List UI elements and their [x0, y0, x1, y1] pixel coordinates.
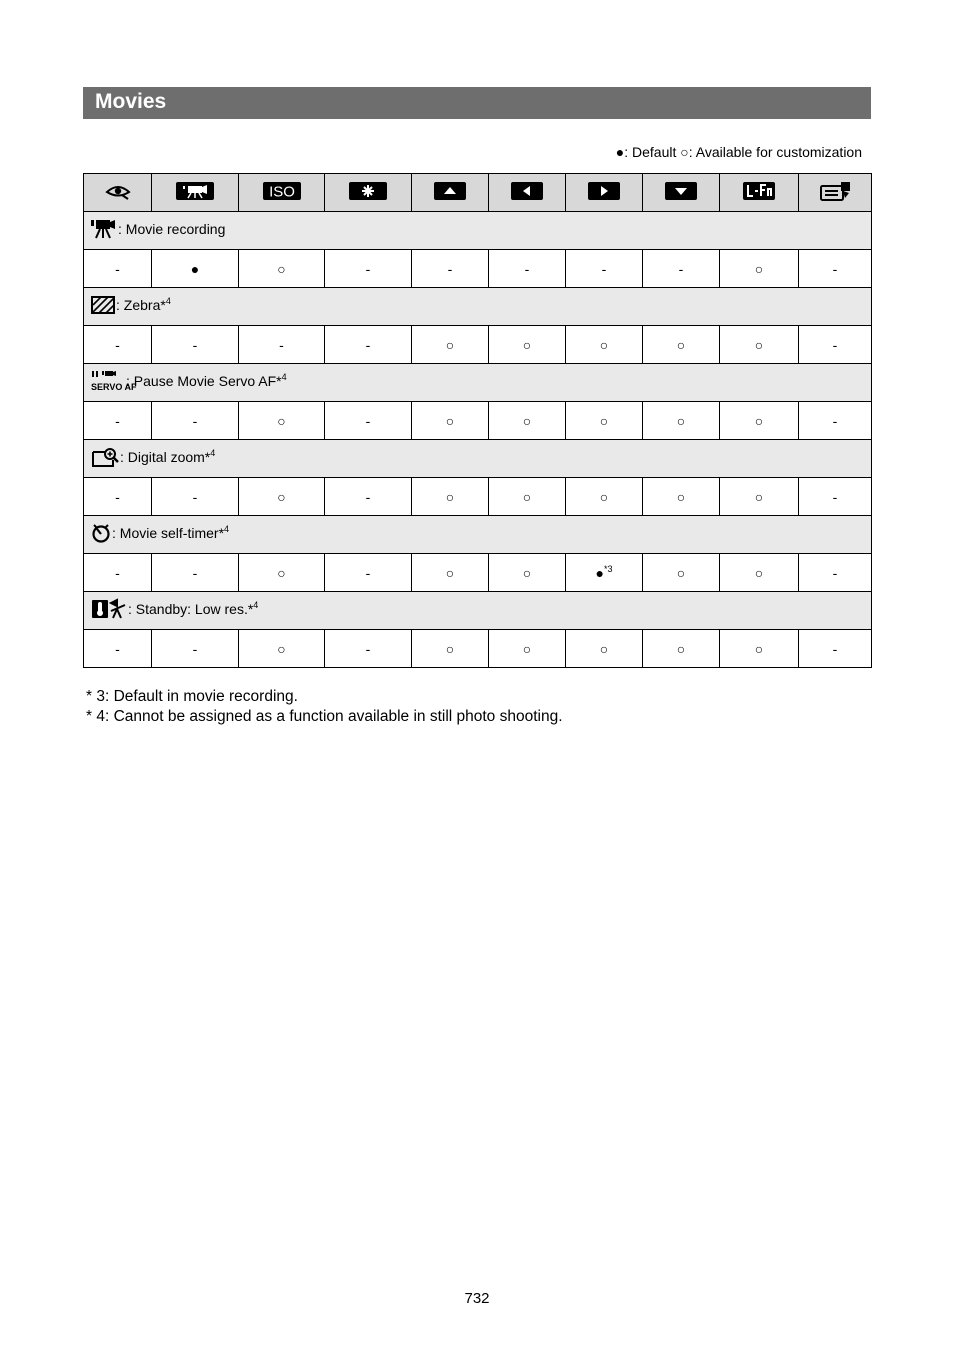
value-cell: [489, 554, 566, 592]
value-symbol: -: [365, 336, 371, 353]
value-symbol: ○: [676, 336, 686, 353]
eye-af-icon: [104, 182, 132, 203]
value-cell: [152, 402, 239, 440]
value-row: [84, 478, 872, 516]
value-symbol: -: [115, 336, 120, 353]
value-symbol: ○: [599, 488, 609, 505]
value-symbol: -: [115, 488, 120, 505]
header-cell: [720, 174, 799, 212]
header-cell: [239, 174, 325, 212]
up-arrow-icon: [434, 182, 466, 203]
section-row: [84, 364, 872, 402]
value-cell: [799, 250, 872, 288]
value-cell: [84, 326, 152, 364]
value-symbol: -: [678, 260, 684, 277]
section-label-cell: [84, 364, 872, 402]
legend: ●: Default ○: Available for customization: [615, 144, 862, 160]
value-cell: [325, 478, 412, 516]
section-label: : Movie recording: [118, 221, 226, 238]
digital-zoom-icon: [91, 447, 119, 470]
value-cell: [412, 250, 489, 288]
value-cell: [799, 478, 872, 516]
value-symbol: -: [365, 412, 371, 429]
down-arrow-icon: [665, 182, 697, 203]
value-symbol: ○: [445, 336, 455, 353]
value-symbol: -: [115, 640, 120, 657]
value-cell: [239, 326, 325, 364]
value-cell: [84, 402, 152, 440]
value-symbol: -: [524, 260, 530, 277]
value-cell: [412, 554, 489, 592]
pause-servo-af-icon: [91, 371, 137, 394]
value-cell: [325, 250, 412, 288]
header-cell: [84, 174, 152, 212]
value-cell: [325, 630, 412, 668]
value-symbol: ○: [277, 260, 286, 277]
value-cell: [489, 402, 566, 440]
value-cell: [720, 402, 799, 440]
value-symbol: ○: [522, 564, 532, 581]
value-cell: [412, 630, 489, 668]
value-cell: [239, 554, 325, 592]
value-symbol: ○: [676, 488, 686, 505]
header-cell: [152, 174, 239, 212]
value-symbol: ○: [277, 488, 286, 505]
header-cell: [325, 174, 412, 212]
value-row: [84, 250, 872, 288]
section-title: Movies: [83, 87, 871, 119]
value-symbol: -: [115, 412, 120, 429]
value-cell: [152, 630, 239, 668]
value-symbol: -: [832, 412, 838, 429]
value-symbol: -: [365, 564, 371, 581]
value-cell: [152, 326, 239, 364]
value-symbol: ○: [676, 564, 686, 581]
value-cell: [239, 630, 325, 668]
section-label: : Zebra*: [116, 297, 166, 314]
value-symbol: -: [115, 260, 120, 277]
value-cell: [566, 630, 643, 668]
section-row: [84, 212, 872, 250]
value-cell: [566, 250, 643, 288]
value-symbol: ●: [190, 260, 200, 277]
section-label-cell: [84, 592, 872, 630]
value-symbol: -: [365, 640, 371, 657]
section-row: [84, 288, 872, 326]
value-cell: [152, 250, 239, 288]
footnote-ref: 4: [253, 600, 259, 611]
value-symbol: ○: [599, 412, 609, 429]
value-symbol: ○: [522, 640, 532, 657]
value-cell: [643, 250, 720, 288]
lens-function-icon: [743, 182, 775, 203]
value-cell: [643, 326, 720, 364]
value-cell: [84, 250, 152, 288]
value-symbol: -: [365, 260, 371, 277]
header-row: [84, 174, 872, 212]
header-cell: [489, 174, 566, 212]
value-symbol: ○: [754, 640, 764, 657]
movie-record-icon: [91, 219, 117, 242]
value-cell: [643, 554, 720, 592]
footnote-3: * 3: Default in movie recording.: [86, 688, 298, 705]
section-label-cell: [84, 440, 872, 478]
value-symbol: ○: [445, 488, 455, 505]
left-arrow-icon: [511, 182, 543, 203]
value-cell: [239, 402, 325, 440]
header-cell: [643, 174, 720, 212]
value-cell: [720, 630, 799, 668]
value-cell: [412, 326, 489, 364]
value-symbol: ○: [522, 488, 532, 505]
header-cell: [799, 174, 872, 212]
value-symbol: -: [192, 336, 198, 353]
value-symbol: ○: [676, 640, 686, 657]
value-cell: [566, 554, 643, 592]
value-cell: [720, 250, 799, 288]
footnotes: [86, 687, 563, 727]
section-label: : Pause Movie Servo AF*: [126, 373, 282, 390]
section-label: : Standby: Low res.*: [128, 601, 254, 618]
footnote-ref: 4: [210, 448, 216, 459]
value-cell: [720, 554, 799, 592]
value-row: [84, 402, 872, 440]
standby-low-res-icon: [91, 599, 127, 622]
value-symbol: ○: [445, 412, 455, 429]
iso-icon: [263, 182, 301, 203]
section-label: : Digital zoom*: [120, 449, 211, 466]
value-symbol: ○: [599, 640, 609, 657]
value-cell: [325, 554, 412, 592]
value-row: [84, 326, 872, 364]
value-cell: [325, 326, 412, 364]
value-cell: [799, 554, 872, 592]
section-label: : Movie self-timer*: [112, 525, 225, 542]
footnote-ref: 4: [165, 296, 171, 307]
zebra-icon: [91, 296, 115, 317]
section-row: [84, 440, 872, 478]
page-number: 732: [464, 1290, 490, 1307]
footnote-ref: 4: [281, 372, 287, 383]
value-cell: [720, 478, 799, 516]
section-label-cell: [84, 516, 872, 554]
value-cell: [720, 326, 799, 364]
section-label-cell: [84, 288, 872, 326]
value-symbol: ○: [277, 412, 286, 429]
value-symbol: -: [192, 488, 198, 505]
value-symbol: -: [192, 564, 198, 581]
value-symbol: -: [832, 488, 838, 505]
value-cell: [152, 478, 239, 516]
section-label-cell: [84, 212, 872, 250]
value-row: [84, 554, 872, 592]
header-cell: [412, 174, 489, 212]
value-symbol: -: [115, 564, 120, 581]
value-cell: [799, 402, 872, 440]
value-cell: [84, 554, 152, 592]
value-symbol: ○: [676, 412, 686, 429]
value-cell: [412, 478, 489, 516]
customization-table: [83, 173, 872, 668]
movie-camera-icon: [176, 182, 214, 203]
value-symbol: ○: [445, 640, 455, 657]
svg-text:ISO: ISO: [268, 183, 295, 201]
right-arrow-icon: [588, 182, 620, 203]
value-symbol: ○: [754, 488, 764, 505]
svg-text:SERVO AF: SERVO AF: [91, 382, 137, 392]
footnote-4: * 4: Cannot be assigned as a function available in still photo shooting.: [86, 708, 563, 725]
value-row: [84, 630, 872, 668]
value-cell: [84, 478, 152, 516]
value-cell: [566, 326, 643, 364]
value-symbol: ●: [595, 565, 604, 581]
value-symbol: -: [447, 260, 453, 277]
settings-camera-icon: [819, 181, 851, 204]
value-cell: [489, 250, 566, 288]
value-cell: [239, 250, 325, 288]
value-cell: [489, 478, 566, 516]
value-symbol: -: [832, 260, 838, 277]
footnote-ref: *3: [603, 564, 613, 574]
value-symbol: ○: [599, 336, 609, 353]
value-symbol: -: [365, 488, 371, 505]
section-row: [84, 516, 872, 554]
value-cell: [643, 402, 720, 440]
value-symbol: ○: [754, 336, 764, 353]
value-cell: [152, 554, 239, 592]
value-cell: [325, 402, 412, 440]
value-cell: [566, 478, 643, 516]
value-cell: [799, 630, 872, 668]
value-cell: [799, 326, 872, 364]
value-symbol: ○: [754, 260, 764, 277]
value-symbol: -: [832, 640, 838, 657]
value-symbol: -: [832, 564, 838, 581]
value-cell: [489, 630, 566, 668]
value-symbol: ○: [754, 412, 764, 429]
value-symbol: -: [192, 640, 198, 657]
value-cell: [412, 402, 489, 440]
value-symbol: ○: [522, 336, 532, 353]
value-symbol: ○: [754, 564, 764, 581]
value-symbol: -: [279, 336, 284, 353]
asterisk-button-icon: [349, 182, 387, 203]
value-symbol: -: [601, 260, 607, 277]
value-cell: [566, 402, 643, 440]
value-cell: [239, 478, 325, 516]
value-cell: [489, 326, 566, 364]
header-cell: [566, 174, 643, 212]
value-symbol: -: [832, 336, 838, 353]
value-symbol: ○: [277, 564, 286, 581]
footnote-ref: 4: [224, 524, 230, 535]
section-row: [84, 592, 872, 630]
value-cell: [643, 478, 720, 516]
value-symbol: ○: [277, 640, 286, 657]
self-timer-icon: [91, 523, 111, 546]
value-cell: [643, 630, 720, 668]
value-symbol: -: [192, 412, 198, 429]
value-symbol: ○: [445, 564, 455, 581]
value-symbol: ○: [522, 412, 532, 429]
value-cell: [84, 630, 152, 668]
